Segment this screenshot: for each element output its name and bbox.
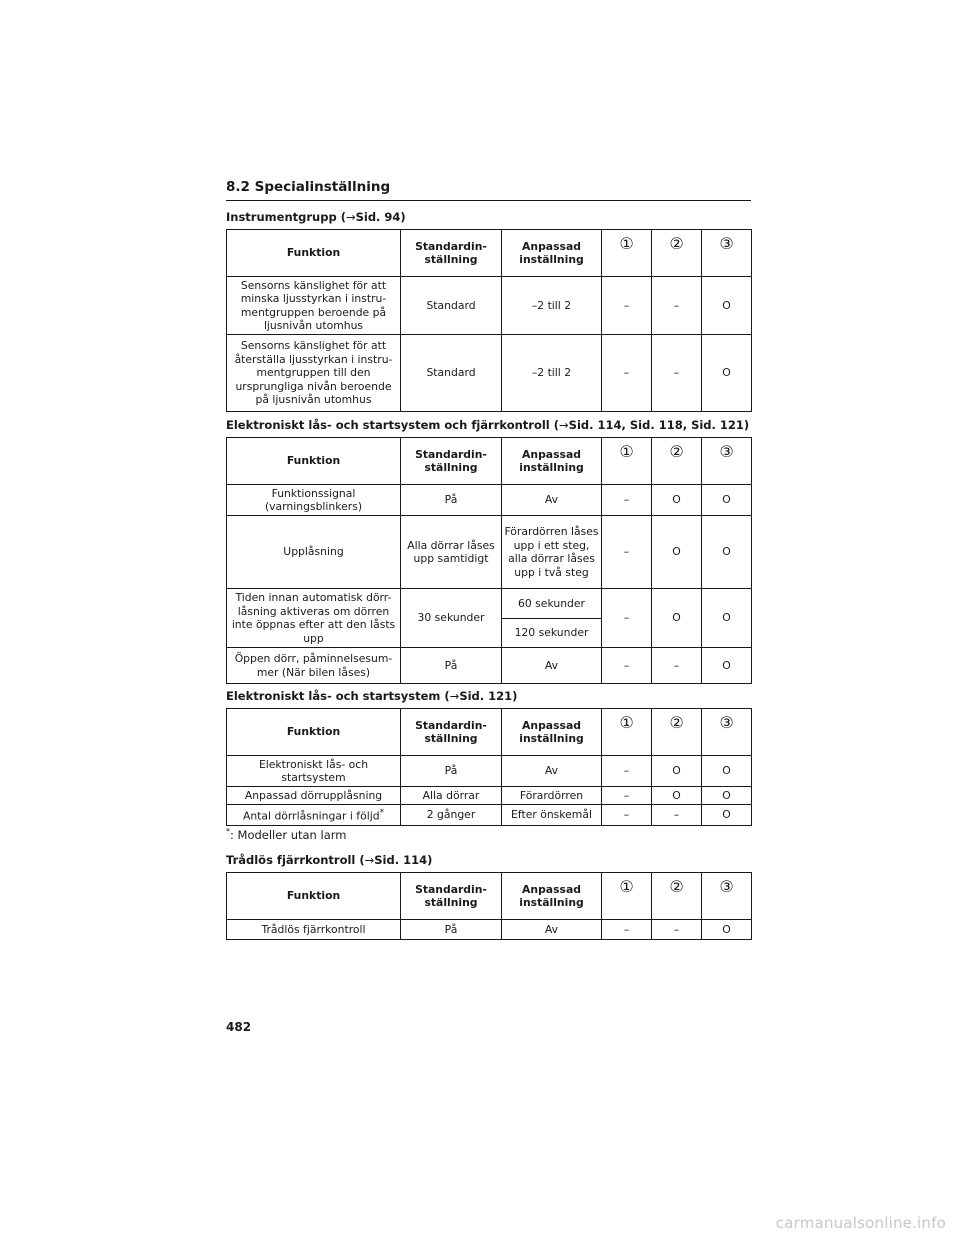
cell-funktion: Tiden innan automatisk dörr-låsning aktiveras om dörren inte öppnas efter att den låsts upp bbox=[227, 589, 401, 648]
cell-standard: På bbox=[401, 485, 502, 516]
table-row bbox=[227, 589, 752, 619]
cell-c2: – bbox=[652, 920, 702, 940]
footnote bbox=[226, 827, 346, 842]
cell-c3: O bbox=[702, 485, 752, 516]
cell-anpassad: 60 sekunder bbox=[502, 589, 602, 619]
table-title-lassystem bbox=[226, 689, 517, 703]
arrow-icon: → bbox=[559, 418, 569, 432]
col-2-icon: ② bbox=[652, 230, 702, 277]
cell-c2: – bbox=[652, 805, 702, 826]
cell-c1: – bbox=[602, 805, 652, 826]
cell-anpassad: Av bbox=[502, 756, 602, 787]
cell-c2: O bbox=[652, 485, 702, 516]
cell-c2: – bbox=[652, 277, 702, 335]
cell-funktion: Anpassad dörrupplåsning bbox=[227, 787, 401, 805]
cell-c2: O bbox=[652, 787, 702, 805]
cell-anpassad: Förardörren låses upp i ett steg, alla dörrar låses upp i två steg bbox=[502, 516, 602, 589]
cell-funktion: Funktionssignal (varningsblinkers) bbox=[227, 485, 401, 516]
footnote-text: : Modeller utan larm bbox=[230, 827, 347, 842]
col-1-icon: ① bbox=[602, 230, 652, 277]
table-fjarrkontroll bbox=[226, 872, 752, 940]
cell-c3: O bbox=[702, 277, 752, 335]
col-2-icon: ② bbox=[652, 438, 702, 485]
table-lassystem bbox=[226, 708, 752, 826]
title-text: Instrumentgrupp ( bbox=[226, 210, 346, 224]
cell-c3: O bbox=[702, 787, 752, 805]
col-3-icon: ③ bbox=[702, 709, 752, 756]
page-ref-link[interactable]: Sid. 114) bbox=[374, 853, 433, 867]
cell-standard: 30 sekunder bbox=[401, 589, 502, 648]
arrow-icon: → bbox=[345, 210, 356, 224]
cell-standard: Standard bbox=[401, 277, 502, 335]
table-title-instrumentgrupp bbox=[226, 210, 406, 224]
cell-anpassad: Efter önskemål bbox=[502, 805, 602, 826]
col-anpassad: Anpassad inställning bbox=[502, 873, 602, 920]
col-1-icon: ① bbox=[602, 438, 652, 485]
col-anpassad: Anpassad inställning bbox=[502, 230, 602, 277]
col-2-icon: ② bbox=[652, 709, 702, 756]
cell-standard: På bbox=[401, 920, 502, 940]
header-row bbox=[227, 873, 752, 920]
table-instrumentgrupp bbox=[226, 229, 752, 412]
table-row bbox=[227, 335, 752, 412]
header-row bbox=[227, 709, 752, 756]
col-standard: Standardin-ställning bbox=[401, 230, 502, 277]
col-3-icon: ③ bbox=[702, 873, 752, 920]
table-row bbox=[227, 277, 752, 335]
col-funktion: Funktion bbox=[227, 230, 401, 277]
footnote-mark: * bbox=[379, 807, 385, 818]
cell-c1: – bbox=[602, 920, 652, 940]
col-funktion: Funktion bbox=[227, 709, 401, 756]
cell-c1: – bbox=[602, 787, 652, 805]
cell-c2: O bbox=[652, 589, 702, 648]
cell-anpassad: –2 till 2 bbox=[502, 335, 602, 412]
table-row bbox=[227, 920, 752, 940]
title-text: Elektroniskt lås- och startsystem och fjärrkontroll ( bbox=[226, 418, 560, 432]
cell-c2: O bbox=[652, 516, 702, 589]
col-anpassad: Anpassad inställning bbox=[502, 709, 602, 756]
cell-standard: Alla dörrar låses upp samtidigt bbox=[401, 516, 502, 589]
table-row bbox=[227, 805, 752, 826]
col-standard: Standardin-ställning bbox=[401, 873, 502, 920]
title-text: Elektroniskt lås- och startsystem ( bbox=[226, 689, 450, 703]
cell-c1: – bbox=[602, 589, 652, 648]
col-funktion: Funktion bbox=[227, 873, 401, 920]
cell-c3: O bbox=[702, 756, 752, 787]
col-funktion: Funktion bbox=[227, 438, 401, 485]
cell-funktion: Trådlös fjärrkontroll bbox=[227, 920, 401, 940]
cell-c2: O bbox=[652, 756, 702, 787]
cell-standard: 2 gånger bbox=[401, 805, 502, 826]
footnote-mark: * bbox=[226, 827, 230, 836]
table-title-fjarrkontroll bbox=[226, 853, 432, 867]
cell-anpassad: Av bbox=[502, 485, 602, 516]
cell-c1: – bbox=[602, 277, 652, 335]
cell-c3: O bbox=[702, 805, 752, 826]
arrow-icon: → bbox=[449, 689, 460, 703]
col-standard: Standardin-ställning bbox=[401, 709, 502, 756]
cell-c2: – bbox=[652, 648, 702, 684]
col-1-icon: ① bbox=[602, 709, 652, 756]
table-row bbox=[227, 787, 752, 805]
section-title: 8.2 Specialinställning bbox=[226, 178, 751, 201]
cell-funktion: Öppen dörr, påminnelsesum-mer (När bilen låses) bbox=[227, 648, 401, 684]
cell-c1: – bbox=[602, 335, 652, 412]
header-row bbox=[227, 438, 752, 485]
cell-c3: O bbox=[702, 589, 752, 648]
col-anpassad: Anpassad inställning bbox=[502, 438, 602, 485]
watermark-logo: carmanualsonline.info bbox=[775, 1214, 946, 1232]
table-lassystem-fjarrkontroll bbox=[226, 437, 752, 684]
cell-funktion: Elektroniskt lås- och startsystem bbox=[227, 756, 401, 787]
cell-anpassad: Förardörren bbox=[502, 787, 602, 805]
col-1-icon: ① bbox=[602, 873, 652, 920]
cell-anpassad: Av bbox=[502, 648, 602, 684]
cell-anpassad: 120 sekunder bbox=[502, 619, 602, 648]
cell-c1: – bbox=[602, 756, 652, 787]
cell-standard: På bbox=[401, 756, 502, 787]
col-3-icon: ③ bbox=[702, 438, 752, 485]
cell-c1: – bbox=[602, 516, 652, 589]
cell-funktion: Upplåsning bbox=[227, 516, 401, 589]
cell-c2: – bbox=[652, 335, 702, 412]
cell-anpassad: Av bbox=[502, 920, 602, 940]
col-2-icon: ② bbox=[652, 873, 702, 920]
page-ref-link[interactable]: Sid. 121) bbox=[459, 689, 518, 703]
page-number: 482 bbox=[226, 1020, 252, 1034]
page-ref-link[interactable]: Sid. 114, Sid. 118, Sid. 121) bbox=[568, 418, 750, 432]
cell-standard: Alla dörrar bbox=[401, 787, 502, 805]
table-row bbox=[227, 648, 752, 684]
cell-c3: O bbox=[702, 335, 752, 412]
col-standard: Standardin-ställning bbox=[401, 438, 502, 485]
cell-c1: – bbox=[602, 648, 652, 684]
cell-funktion bbox=[227, 805, 401, 826]
page-ref-link[interactable]: Sid. 94) bbox=[355, 210, 406, 224]
cell-funktion: Sensorns känslighet för att minska ljusstyrkan i instru-mentgruppen beroende på ljusnivån utomhus bbox=[227, 277, 401, 335]
cell-c3: O bbox=[702, 648, 752, 684]
title-text: Trådlös fjärrkontroll ( bbox=[226, 853, 365, 867]
cell-c3: O bbox=[702, 920, 752, 940]
table-row bbox=[227, 756, 752, 787]
cell-standard: Standard bbox=[401, 335, 502, 412]
table-title-lassystem-fjarrkontroll bbox=[226, 418, 749, 432]
table-row bbox=[227, 485, 752, 516]
col-3-icon: ③ bbox=[702, 230, 752, 277]
table-row bbox=[227, 516, 752, 589]
cell-c1: – bbox=[602, 485, 652, 516]
cell-funktion: Sensorns känslighet för att återställa ljusstyrkan i instru-mentgruppen till den ursprungliga nivån beroende på ljusnivån utomhus bbox=[227, 335, 401, 412]
cell-anpassad: –2 till 2 bbox=[502, 277, 602, 335]
cell-standard: På bbox=[401, 648, 502, 684]
header-row bbox=[227, 230, 752, 277]
cell-c3: O bbox=[702, 516, 752, 589]
arrow-icon: → bbox=[364, 853, 375, 867]
cell-text: Antal dörrlåsningar i följd bbox=[242, 809, 380, 823]
